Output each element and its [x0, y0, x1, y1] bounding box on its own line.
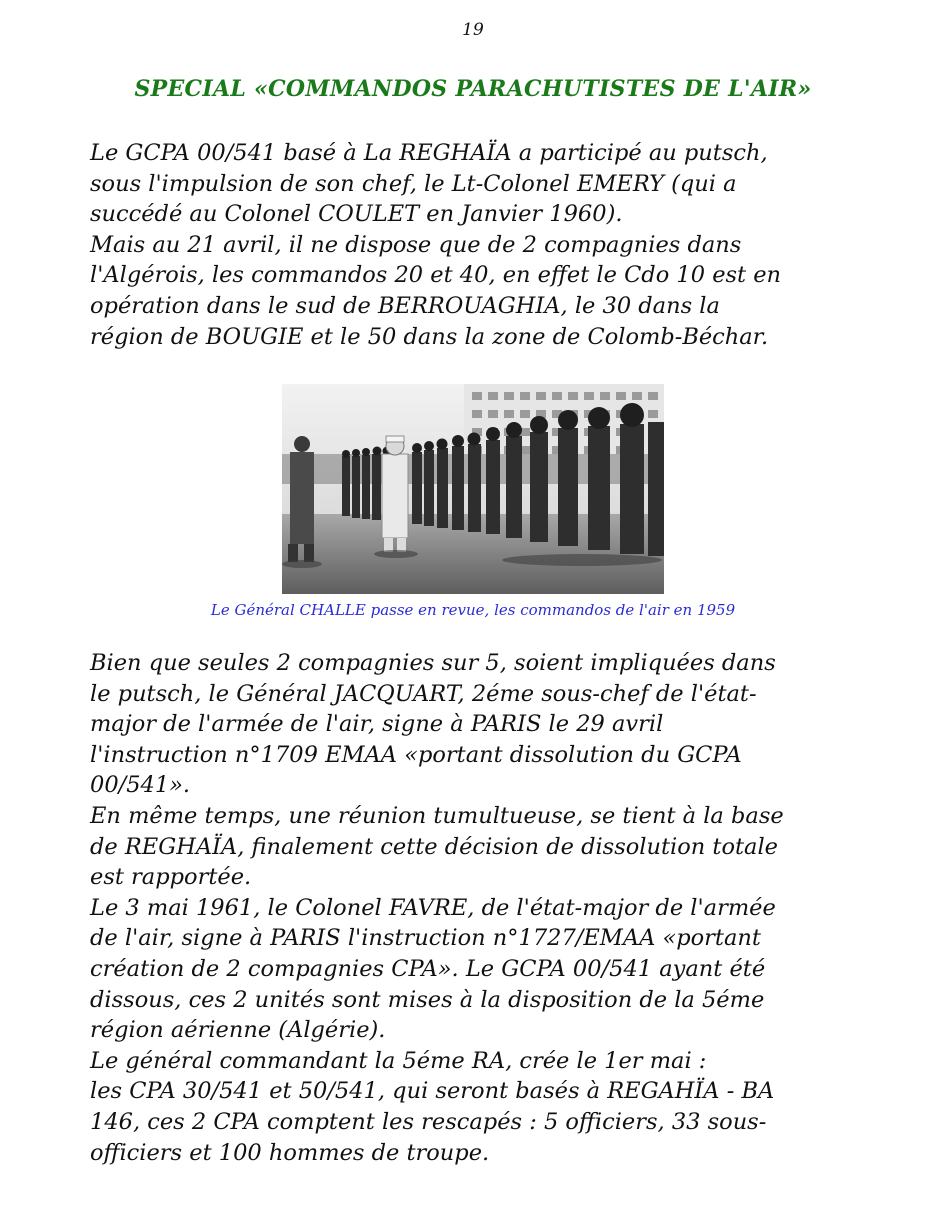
body-line: est rapportée. — [90, 864, 252, 891]
body-line: Bien que seules 2 compagnies sur 5, soient impliquées dans — [90, 650, 776, 676]
intro-line: Le GCPA 00/541 basé à La REGHAÏA a participé au putsch, — [90, 140, 768, 166]
body-line: création de 2 compagnies CPA». Le GCPA 00/541 ayant été — [90, 955, 766, 982]
photo-caption: Le Général CHALLE passe en revue, les commandos de l'air en 1959 — [210, 601, 736, 619]
body-line: En même temps, une réunion tumultueuse, se tient à la base — [90, 802, 784, 829]
page-title: SPECIAL «COMMANDOS PARACHUTISTES DE L'AIR» — [134, 76, 812, 102]
intro-line: Mais au 21 avril, il ne dispose que de 2 compagnies dans — [90, 231, 742, 258]
body-line: 00/541». — [90, 772, 191, 799]
body-line: les CPA 30/541 et 50/541, qui seront basés à REGAHÏA - BA — [90, 1078, 775, 1105]
intro-line: opération dans le sud de BERROUAGHIA, le 30 dans la — [90, 292, 720, 319]
intro-line: succédé au Colonel COULET en Janvier 1960). — [90, 201, 623, 228]
parade-photo-image — [282, 384, 664, 594]
intro-line: l'Algérois, les commandos 20 et 40, en effet le Cdo 10 est en — [90, 262, 782, 289]
body-line: 146, ces 2 CPA comptent les rescapés : 5 officiers, 33 sous- — [90, 1108, 767, 1135]
body-paragraph — [90, 648, 870, 1168]
body-line: Le 3 mai 1961, le Colonel FAVRE, de l'état-major de l'armée — [90, 894, 776, 921]
body-line: major de l'armée de l'air, signe à PARIS le 29 avril — [90, 711, 664, 738]
intro-line: région de BOUGIE et le 50 dans la zone de Colomb-Béchar. — [90, 323, 769, 350]
body-line: Le général commandant la 5éme RA, crée le 1er mai : — [90, 1047, 707, 1074]
body-line: le putsch, le Général JACQUART, 2éme sous-chef de l'état- — [90, 680, 757, 707]
body-line: de l'air, signe à PARIS l'instruction n°1727/EMAA «portant — [90, 925, 761, 952]
parade-photo — [282, 384, 664, 594]
body-line: région aérienne (Algérie). — [90, 1017, 386, 1044]
body-line: de REGHAÏA, finalement cette décision de dissolution totale — [90, 833, 778, 860]
page-number: 19 — [462, 20, 484, 40]
body-line: l'instruction n°1709 EMAA «portant dissolution du GCPA — [90, 741, 742, 768]
body-line: officiers et 100 hommes de troupe. — [90, 1139, 490, 1166]
intro-paragraph — [90, 138, 870, 352]
intro-line: sous l'impulsion de son chef, le Lt-Colonel EMERY (qui a — [90, 170, 737, 197]
body-line: dissous, ces 2 unités sont mises à la disposition de la 5éme — [90, 986, 765, 1013]
